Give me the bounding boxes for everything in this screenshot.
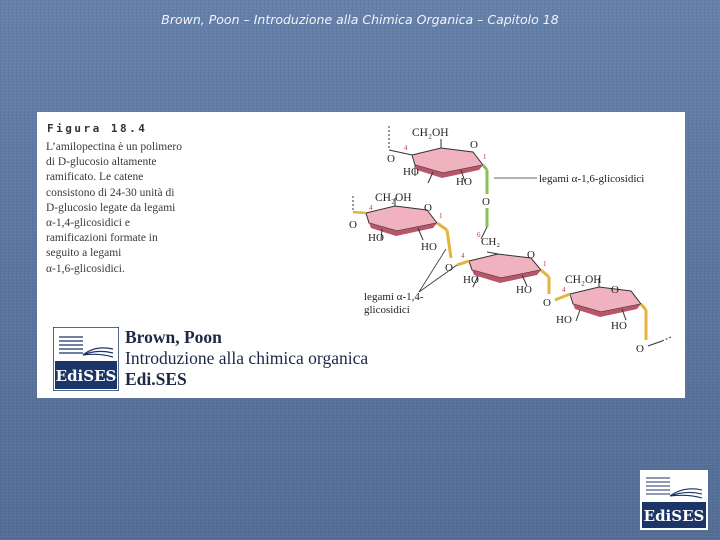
caption-line: α-1,6-glicosidici. <box>46 262 125 275</box>
o-middle-link: O <box>543 297 551 309</box>
num1-middle: 1 <box>543 260 547 268</box>
num1-left: 1 <box>439 212 443 220</box>
o-right-ring: O <box>611 284 619 296</box>
o-left-ring: O <box>424 202 432 214</box>
o-middle-ring: O <box>527 249 535 261</box>
caption-line: consistono di 24-30 unità di <box>46 186 175 199</box>
o-top-ring: O <box>470 139 478 151</box>
o-left-link: O <box>445 262 453 274</box>
ho-left-2: HO <box>421 241 437 253</box>
ho-top-2: HO <box>456 176 472 188</box>
book-logo-wordmark: EdiSES <box>55 367 117 385</box>
o-16-link: O <box>482 196 490 208</box>
edises-book-logo <box>53 327 119 391</box>
ho-left-1: HO <box>368 232 384 244</box>
label-alpha14-line2: glicosidici <box>364 304 410 316</box>
edises-corner-logo <box>640 470 708 530</box>
ch2-main: CH₂ <box>481 236 501 248</box>
caption-line: L’amilopectina è un polimero <box>46 141 182 153</box>
ch2oh-top: CH₂OH <box>412 127 449 139</box>
header-title: Brown, Poon – Introduzione alla Chimica Organica – Capitolo 18 <box>161 12 559 27</box>
ch2oh-right: CH₂OH <box>565 274 602 286</box>
caption-line: D-glucosio legate da legami <box>46 201 176 214</box>
o-left-chain: O <box>349 219 357 231</box>
num4-top: 4 <box>404 144 408 152</box>
corner-logo-wordmark: EdiSES <box>643 507 705 525</box>
figure-panel <box>37 112 685 398</box>
caption-line: α-1,4-glicosidici e <box>46 217 130 230</box>
o-top-left: O <box>387 153 395 165</box>
num6: 6 <box>477 231 481 239</box>
caption-line: di D-glucosio altamente <box>46 156 157 169</box>
label-alpha16: legami α-1,6-glicosidici <box>539 173 645 185</box>
num4-middle: 4 <box>461 252 465 260</box>
glucose-ring-middle <box>457 252 549 294</box>
ho-middle-2: HO <box>516 284 532 296</box>
ho-right-1: HO <box>556 314 572 326</box>
num1-top: 1 <box>483 153 487 161</box>
label-alpha14-line1: legami α-1,4- <box>364 291 424 303</box>
book-authors: Brown, Poon <box>125 327 222 347</box>
ho-middle-1: HO <box>463 274 479 286</box>
book-reference <box>125 327 368 390</box>
ch2oh-left: CH₂OH <box>375 192 412 204</box>
caption-line: ramificato. Le catene <box>46 171 144 184</box>
num4-left: 4 <box>369 204 373 212</box>
book-publisher: Edi.SES <box>125 369 187 389</box>
ho-top-1: HO <box>403 166 419 178</box>
num4-right: 4 <box>562 286 566 294</box>
figure-label: Figura 18.4 <box>47 122 148 135</box>
caption-line: seguito a legami <box>46 247 122 260</box>
caption-line: ramificazioni formate in <box>46 232 158 245</box>
ho-right-2: HO <box>611 320 627 332</box>
book-title: Introduzione alla chimica organica <box>125 348 369 368</box>
o-right-end: O <box>636 343 644 355</box>
